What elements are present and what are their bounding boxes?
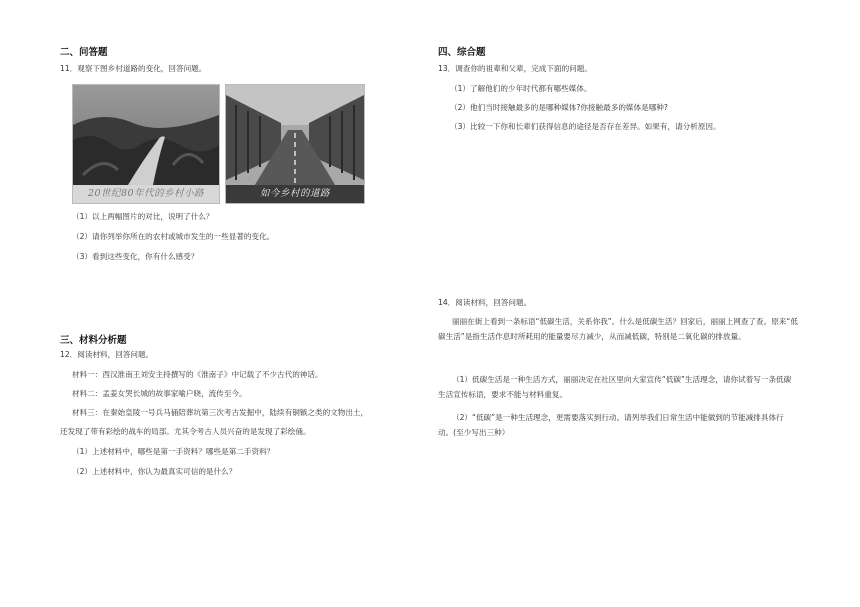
- question-11-stem: 11．观察下图乡村道路的变化，回答问题。: [60, 64, 207, 73]
- question-11-sub1: （1）以上两幅图片的对比，说明了什么？: [72, 212, 214, 221]
- question-13-sub3: （3）比较一下你和长辈们获得信息的途径是否存在差异。如果有，请分析原因。: [450, 122, 721, 131]
- question-11-sub2: （2）请你列举你所在的农村或城市发生的一些显著的变化。: [72, 232, 275, 241]
- section-title-comprehensive: 四、综合题: [438, 47, 486, 58]
- question-14-stem: 14．阅读材料，回答问题。: [438, 298, 532, 307]
- question-12-stem: 12．阅读材料，回答问题。: [60, 350, 154, 359]
- section-title-material: 三、材料分析题: [60, 335, 127, 346]
- material-2: 材料二：孟姜女哭长城的故事家喻户晓，流传至今。: [72, 389, 247, 398]
- question-12-sub2: （2）上述材料中，你认为最真实可信的是什么？: [72, 467, 237, 476]
- modern-road-caption: 如今乡村的道路: [259, 188, 330, 199]
- question-13-sub1: （1）了解他们的少年时代都有哪些媒体。: [450, 84, 592, 93]
- question-13-stem: 13．调查你的祖辈和父辈，完成下面的问题。: [438, 64, 592, 73]
- question-14-sub2: （2）“低碳”是一种生活理念，更需要落实到行动。请列举我们日常生活中能做到的节能减排具体行动。(至少写出三种）: [438, 413, 784, 437]
- question-13-sub2: （2）他们当时接触最多的是哪种媒体?你接触最多的媒体是哪种?: [450, 103, 668, 112]
- material-3-line1: 材料三：在秦始皇陵一号兵马俑陪葬坑第三次考古发掘中，陆续有铜镞之类的文物出土，: [72, 408, 369, 417]
- question-14-sub1: （1）低碳生活是一种生活方式，丽丽决定在社区里向大家宣传“低碳”生活理念，请你试着写一条低碳生活宣传标语，要求不能与材料重复。: [438, 375, 792, 399]
- old-path-caption: 20世纪80年代的乡村小路: [87, 188, 205, 199]
- modern-rural-road-photo: [225, 84, 365, 204]
- question-12-sub1: （1）上述材料中，哪些是第一手资料？哪些是第二手资料？: [72, 447, 275, 456]
- question-11-sub3: （3）看到这些变化，你有什么感受？: [72, 252, 199, 261]
- question-14-material: 丽丽在街上看到一条标语“低碳生活，关系你我”。什么是低碳生活？回家后，丽丽上网查了查。原来“低碳生活”是指生活作息时所耗用的能量要尽力减少，从而减低碳，特别是二氧化碳的排放量。: [438, 317, 798, 341]
- material-3-line2: 还发现了带有彩绘的战车的局部。尤其令考古人员兴奋的是发现了彩绘俑。: [60, 427, 311, 436]
- section-title-qa: 二、问答题: [60, 47, 108, 58]
- material-1: 材料一：西汉淮南王刘安主持撰写的《淮南子》中记载了不少古代的神话。: [72, 370, 323, 379]
- old-rural-path-photo: [72, 84, 220, 204]
